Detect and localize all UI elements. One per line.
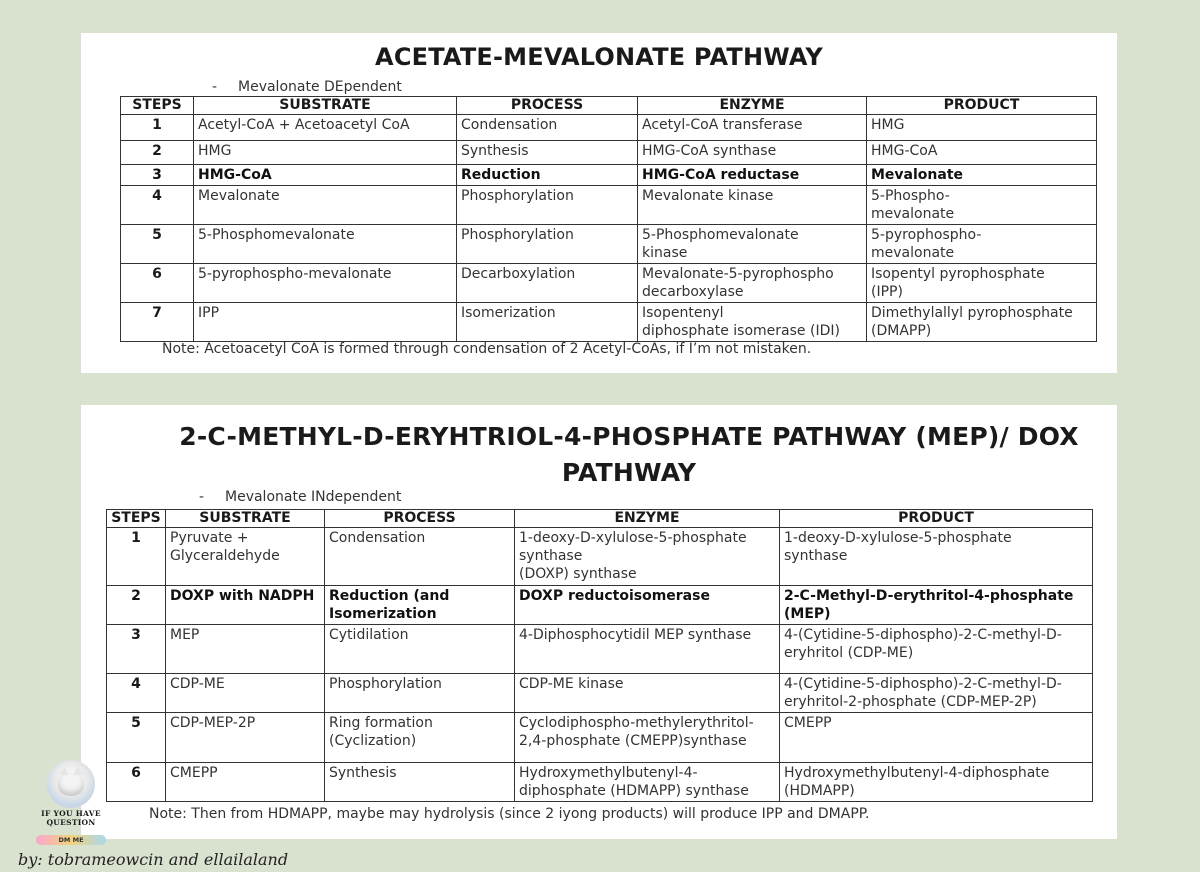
header-steps: STEPS — [107, 510, 166, 528]
cell-enzyme: Hydroxymethylbutenyl-4- diphosphate (HDMAPP) synthase — [515, 763, 780, 802]
cell-product: CMEPP — [780, 713, 1093, 763]
header-enzyme: ENZYME — [515, 510, 780, 528]
table-row — [121, 303, 1097, 342]
header-steps: STEPS — [121, 97, 194, 115]
cell-process: Reduction (and Isomerization — [325, 586, 515, 625]
mep-table — [106, 509, 1093, 802]
cell-enzyme: CDP-ME kinase — [515, 674, 780, 713]
cell-process: Condensation — [457, 115, 638, 141]
cell-substrate: CDP-ME — [166, 674, 325, 713]
cell-process: Synthesis — [457, 141, 638, 165]
table-row — [121, 264, 1097, 303]
mevalonate-table-body — [121, 115, 1097, 342]
cell-product: 5-Phospho- mevalonate — [867, 186, 1097, 225]
cell-enzyme: 5-Phosphomevalonate kinase — [638, 225, 867, 264]
cell-enzyme: Mevalonate-5-pyrophospho decarboxylase — [638, 264, 867, 303]
cell-step: 5 — [107, 713, 166, 763]
panel2-title-line2: PATHWAY — [561, 458, 697, 487]
mep-pathway-panel — [81, 405, 1117, 839]
cell-process: Reduction — [457, 165, 638, 186]
credit-text: by: tobrameowcin and ellailaland — [18, 850, 289, 869]
cell-product: Hydroxymethylbutenyl-4-diphosphate (HDMAPP) — [780, 763, 1093, 802]
cell-substrate: 5-Phosphomevalonate — [194, 225, 457, 264]
panel1-subtitle — [212, 79, 402, 95]
cell-process: Condensation — [325, 528, 515, 586]
table-header-row — [107, 510, 1093, 528]
cell-enzyme: DOXP reductoisomerase — [515, 586, 780, 625]
cell-enzyme: Isopentenyl diphosphate isomerase (IDI) — [638, 303, 867, 342]
header-process: PROCESS — [457, 97, 638, 115]
cell-substrate: CMEPP — [166, 763, 325, 802]
table-row — [107, 674, 1093, 713]
cell-process: Isomerization — [457, 303, 638, 342]
cell-enzyme: Mevalonate kinase — [638, 186, 867, 225]
mevalonate-pathway-panel — [81, 33, 1117, 373]
cell-enzyme: HMG-CoA reductase — [638, 165, 867, 186]
cell-step: 2 — [107, 586, 166, 625]
panel1-note: Note: Acetoacetyl CoA is formed through condensation of 2 Acetyl-CoAs, if I’m not mistaken. — [162, 341, 812, 357]
cell-substrate: DOXP with NADPH — [166, 586, 325, 625]
table-row — [121, 225, 1097, 264]
header-enzyme: ENZYME — [638, 97, 867, 115]
question-badge[interactable] — [16, 760, 126, 844]
cell-process: Decarboxylation — [457, 264, 638, 303]
cell-step: 4 — [107, 674, 166, 713]
cell-process: Phosphorylation — [457, 225, 638, 264]
cell-substrate: CDP-MEP-2P — [166, 713, 325, 763]
cell-process: Phosphorylation — [457, 186, 638, 225]
cell-substrate: 5-pyrophospho-mevalonate — [194, 264, 457, 303]
table-row — [107, 625, 1093, 674]
badge-dm-label: DM ME — [36, 835, 105, 845]
cell-enzyme: HMG-CoA synthase — [638, 141, 867, 165]
cell-enzyme: Acetyl-CoA transferase — [638, 115, 867, 141]
cell-product: Mevalonate — [867, 165, 1097, 186]
cell-product: 2-C-Methyl-D-erythritol-4-phosphate (MEP) — [780, 586, 1093, 625]
cell-product: 5-pyrophospho- mevalonate — [867, 225, 1097, 264]
cell-step: 6 — [121, 264, 194, 303]
header-product: PRODUCT — [867, 97, 1097, 115]
panel1-title: ACETATE-MEVALONATE PATHWAY — [375, 43, 823, 71]
header-substrate: SUBSTRATE — [194, 97, 457, 115]
panel2-subtitle — [199, 489, 401, 505]
cell-enzyme: 4-Diphosphocytidil MEP synthase — [515, 625, 780, 674]
cell-step: 3 — [107, 625, 166, 674]
cell-step: 7 — [121, 303, 194, 342]
panel2-title — [81, 419, 1117, 491]
panel2-title-line1: 2-C-METHYL-D-ERYHTRIOL-4-PHOSPHATE PATHWAY (MEP)/ DOX — [179, 422, 1079, 451]
panel1-subtitle-dash: - — [212, 79, 218, 95]
cell-step: 6 — [107, 763, 166, 802]
cell-substrate: HMG — [194, 141, 457, 165]
cell-substrate: HMG-CoA — [194, 165, 457, 186]
cell-substrate: Acetyl-CoA + Acetoacetyl CoA — [194, 115, 457, 141]
cell-step: 4 — [121, 186, 194, 225]
cell-product: HMG-CoA — [867, 141, 1097, 165]
cell-step: 1 — [107, 528, 166, 586]
panel2-subtitle-text: Mevalonate INdependent — [225, 489, 402, 505]
panel1-subtitle-text: Mevalonate DEpendent — [238, 79, 402, 95]
panel2-subtitle-dash: - — [199, 489, 205, 505]
cell-substrate: MEP — [166, 625, 325, 674]
header-product: PRODUCT — [780, 510, 1093, 528]
cell-process: Synthesis — [325, 763, 515, 802]
cell-product: Isopentyl pyrophosphate (IPP) — [867, 264, 1097, 303]
badge-question-text: IF YOU HAVE QUESTION — [41, 809, 101, 827]
panel2-note: Note: Then from HDMAPP, maybe may hydrolysis (since 2 iyong products) will produce IPP and DMAPP. — [149, 806, 870, 822]
cell-enzyme: 1-deoxy-D-xylulose-5-phosphate synthase (DOXP) synthase — [515, 528, 780, 586]
cell-product: 4-(Cytidine-5-diphospho)-2-C-methyl-D- eryhritol (CDP-ME) — [780, 625, 1093, 674]
cell-substrate: Pyruvate + Glyceraldehyde — [166, 528, 325, 586]
cell-product: HMG — [867, 115, 1097, 141]
mep-table-body — [107, 528, 1093, 802]
table-row — [107, 586, 1093, 625]
cell-process: Cytidilation — [325, 625, 515, 674]
table-row — [107, 528, 1093, 586]
table-row — [121, 141, 1097, 165]
header-process: PROCESS — [325, 510, 515, 528]
cell-product: 1-deoxy-D-xylulose-5-phosphate synthase — [780, 528, 1093, 586]
table-header-row — [121, 97, 1097, 115]
cell-product: Dimethylallyl pyrophosphate (DMAPP) — [867, 303, 1097, 342]
cat-avatar-icon — [47, 760, 95, 808]
cell-step: 1 — [121, 115, 194, 141]
mevalonate-table — [120, 96, 1097, 342]
cell-step: 2 — [121, 141, 194, 165]
table-row — [107, 763, 1093, 802]
cell-substrate: IPP — [194, 303, 457, 342]
table-row — [121, 186, 1097, 225]
table-row — [107, 713, 1093, 763]
cell-step: 3 — [121, 165, 194, 186]
cell-substrate: Mevalonate — [194, 186, 457, 225]
cell-product: 4-(Cytidine-5-diphospho)-2-C-methyl-D- eryhritol-2-phosphate (CDP-MEP-2P) — [780, 674, 1093, 713]
cell-step: 5 — [121, 225, 194, 264]
cell-process: Ring formation (Cyclization) — [325, 713, 515, 763]
table-row — [121, 115, 1097, 141]
table-row — [121, 165, 1097, 186]
cell-process: Phosphorylation — [325, 674, 515, 713]
header-substrate: SUBSTRATE — [166, 510, 325, 528]
cell-enzyme: Cyclodiphospho-methylerythritol- 2,4-phosphate (CMEPP)synthase — [515, 713, 780, 763]
